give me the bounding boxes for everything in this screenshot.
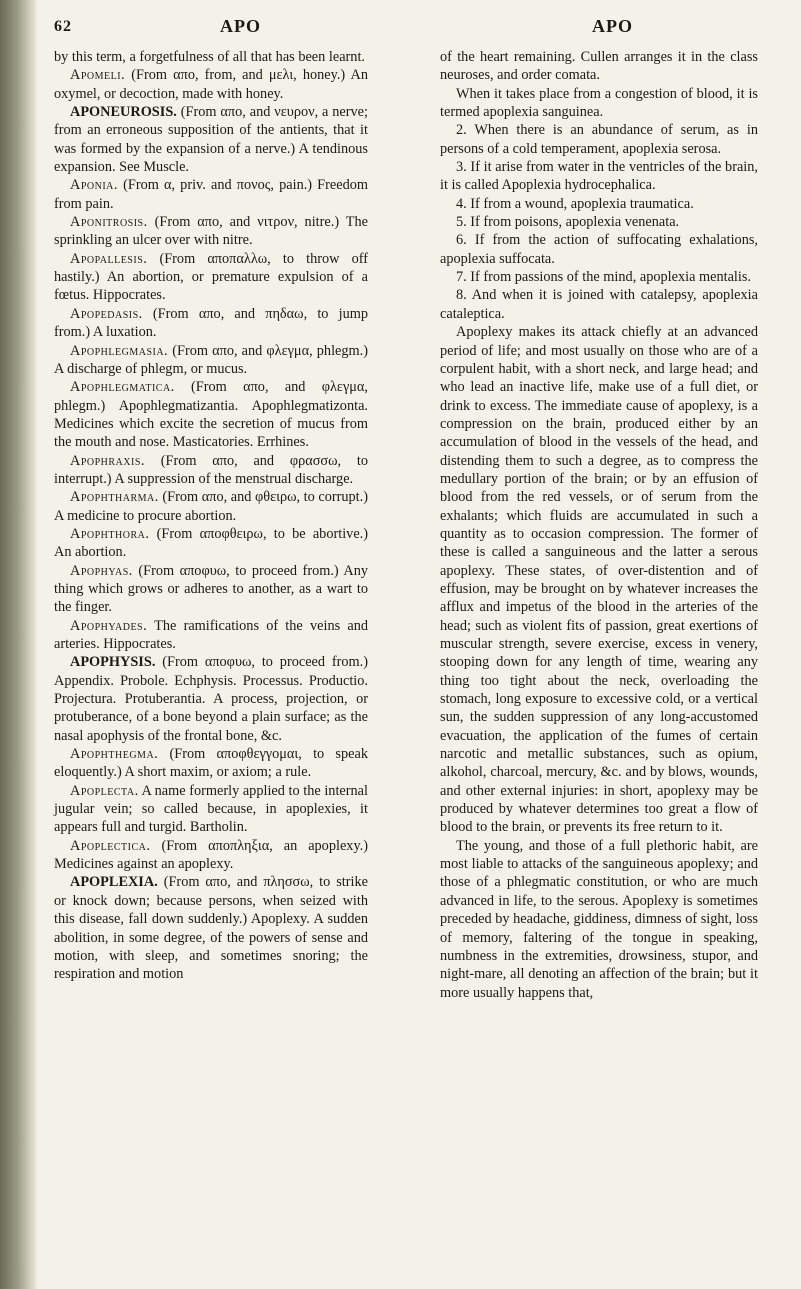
headword: Aponitrosis. [70, 214, 148, 231]
paragraph: 3. If it arise from water in the ventricles of the brain, it is called Apoplexia hydrocephalica. [440, 159, 758, 194]
headword: APONEUROSIS. [70, 104, 177, 121]
headword: Apophyas. [70, 562, 133, 579]
entry-apophysis [54, 653, 368, 745]
headword: APOPHYSIS. [70, 654, 156, 671]
entry-aponeurosis [54, 103, 368, 176]
headword: Apoplectica. [70, 837, 151, 854]
definition: (From απο, and πλησσω, to strike or knock down; because persons, when seized with this disease, fall down suddenly.) Apoplexy. A sudden abolition, in some degree, of the powers of sense and motion, with sleep, and sometimes snoring; the respiration and motion [54, 874, 368, 983]
definition: The ramifications of the veins and arteries. Hippocrates. [54, 617, 368, 652]
headword: Apophthegma. [70, 746, 159, 763]
headword: Apophtharma. [70, 489, 159, 506]
entry-apopallesis [54, 250, 368, 305]
entry-apophlegmasia [54, 342, 368, 379]
entry-apophtharma [54, 488, 368, 525]
definition: (From α, priv. and πονος, pain.) Freedom from pain. [54, 177, 369, 212]
entry-apophyas [54, 562, 368, 617]
running-header [54, 16, 764, 42]
definition: (From απο, and φρασσω, to interrupt.) A suppression of the menstrual discharge. [54, 452, 368, 487]
entry-apophlegmatica [54, 378, 368, 451]
definition: A name formerly applied to the internal jugular vein; so called because, in apoplexies, it appears full and turgid. Bartholin. [54, 782, 368, 836]
page-number: 62 [54, 18, 72, 35]
paragraph: of the heart remaining. Cullen arranges it in the class neuroses, and order comata. [440, 49, 758, 84]
entry-apophthegma [54, 745, 368, 782]
entry-aponitrosis [54, 213, 368, 250]
paragraph: 4. If from a wound, apoplexia traumatica. [456, 195, 694, 212]
entry-apoplecta [54, 782, 368, 837]
definition: (From αποφυω, to proceed from.) Appendix. Probole. Echphysis. Processus. Productio. Projectura. Protuberantia. A process, projection, or protuberance, of a bone beyond a plain surface; as the nasal apophysis of the frontal bone, &c. [54, 654, 369, 744]
definition: (From απο, and νιτρον, nitre.) The sprinkling an ulcer over with nitre. [54, 214, 368, 249]
headword: Apophlegmasia. [70, 342, 169, 359]
right-running-head: APO [592, 16, 633, 36]
continued-text: by this term, a forgetfulness of all that has been learnt. [54, 49, 365, 65]
definition: (From απο, and πηδαω, to jump from.) A luxation. [54, 305, 368, 341]
definition: (From αποφθειρω, to be abortive.) An abortion. [54, 525, 369, 561]
entry-apophyades [54, 617, 368, 654]
entry-apomeli [54, 66, 368, 103]
left-running-head: APO [220, 16, 261, 36]
entry-apopedasis [54, 305, 368, 342]
headword: Apophyades. [70, 617, 148, 634]
definition: (From αποφυω, to proceed from.) Any thing which grows or adheres to another, as a wart to the finger. [54, 562, 368, 616]
paragraph: Apoplexy makes its attack chiefly at an advanced period of life; and most usually on those who are of a corpulent habit, with a short neck, and large head; and who lead an inactive life, make use of a full diet, or drink to excess. The immediate cause of apoplexy, is a compression on the brain, produced either by an accumulation of blood in the vessels of the head, and distending them to such a degree, as to compress the medullary portion of the brain; or by an effusion of blood from the red vessels, or of serum from the exhalants; which fluids are accumulated in such a quantity as to occasion compression. The former of these is called a sanguineous and the latter a serous apoplexy. These states, of over-distention and of effusion, may be brought on by whatever increases the afflux and impetus of the blood in the arteries of the head; such as violent fits of passion, great exertions of muscular strength, severe exercise, excess in venery, stooping down for any length of time, wearing any thing too tight about the neck, overloading the stomach, long exposure to excessive cold, or a vertical sun, the sudden suppression of any long-accustomed evacuation, the application of the fumes of certain narcotic and metallic substances, such as opium, alkohol, charcoal, mercury, &c. and by blows, wounds, and other external injuries: in short, apoplexy may be produced by whatever determines too great a flow of blood to the brain, or prevents its free return to it. [440, 324, 758, 836]
entry-aponia [54, 176, 368, 213]
headword: Apopallesis. [70, 250, 148, 267]
paragraph: 5. If from poisons, apoplexia venenata. [456, 214, 680, 231]
paragraph: The young, and those of a full plethoric habit, are most liable to attacks of the sanguineous apoplexy; and those of a phlegmatic constitution, or who are much advanced in life, to the serous. Apoplexy is sometimes preceded by headache, giddiness, dimness of sight, loss of memory, faltering of the tongue in speaking, numbness in the extremities, drowsiness, stupor, and night-mare, all denoting an affection of the brain; but it more usually happens that, [440, 837, 758, 1001]
definition: (From απο, and φλεγμα, phlegm.) A discharge of phlegm, or mucus. [54, 342, 368, 377]
paragraph: 2. When there is an abundance of serum, as in persons of a cold temperament, apoplexia serosa. [440, 122, 758, 157]
entry-apophraxis [54, 452, 368, 489]
headword: Apophlegmatica. [70, 379, 175, 396]
headword: Apophraxis. [70, 452, 145, 469]
definition: (From απο, from, and μελι, honey.) An oxymel, or decoction, made with honey. [54, 67, 368, 102]
right-column [440, 48, 758, 1002]
headword: Apoplecta. [70, 782, 139, 799]
definition: (From απο, and φθειρω, to corrupt.) A medicine to procure abortion. [54, 489, 368, 524]
entry-apoplectica [54, 837, 368, 874]
headword: Apophthora. [70, 525, 150, 542]
headword: APOPLEXIA. [70, 874, 158, 891]
left-column [54, 48, 368, 984]
definition: (From αποφθεγγομαι, to speak eloquently.) A short maxim, or axiom; a rule. [54, 746, 368, 781]
definition: (From αποπληξια, an apoplexy.) Medicines against an apoplexy. [54, 837, 369, 873]
definition: (From αποπαλλω, to throw off hastily.) An abortion, or premature expulsion of a fœtus. Hippocrates. [54, 250, 368, 304]
definition: (From απο, and νευρον, a nerve; from an erroneous supposition of the antients, that it was formed by the expansion of a nerve.) A tendinous expansion. See Muscle. [54, 104, 369, 176]
paragraph: When it takes place from a congestion of blood, it is termed apoplexia sanguinea. [440, 85, 758, 121]
headword: Apomeli. [70, 67, 126, 84]
headword: Apopedasis. [70, 305, 143, 322]
entry-apophthora [54, 525, 368, 562]
paragraph: 8. And when it is joined with catalepsy, apoplexia cataleptica. [440, 287, 758, 322]
paragraph: 6. If from the action of suffocating exhalations, apoplexia suffocata. [440, 232, 758, 267]
page-spine-shadow [0, 0, 38, 1289]
headword: Aponia. [70, 177, 118, 194]
entry-apoplexia [54, 873, 368, 983]
paragraph: 7. If from passions of the mind, apoplexia mentalis. [456, 269, 752, 286]
definition: (From απο, and φλεγμα, phlegm.) Apophlegmatizantia. Apophlegmatizonta. Medicines which excite the secretion of mucus from the mouth and nose. Masticatories. Errhines. [54, 379, 368, 451]
